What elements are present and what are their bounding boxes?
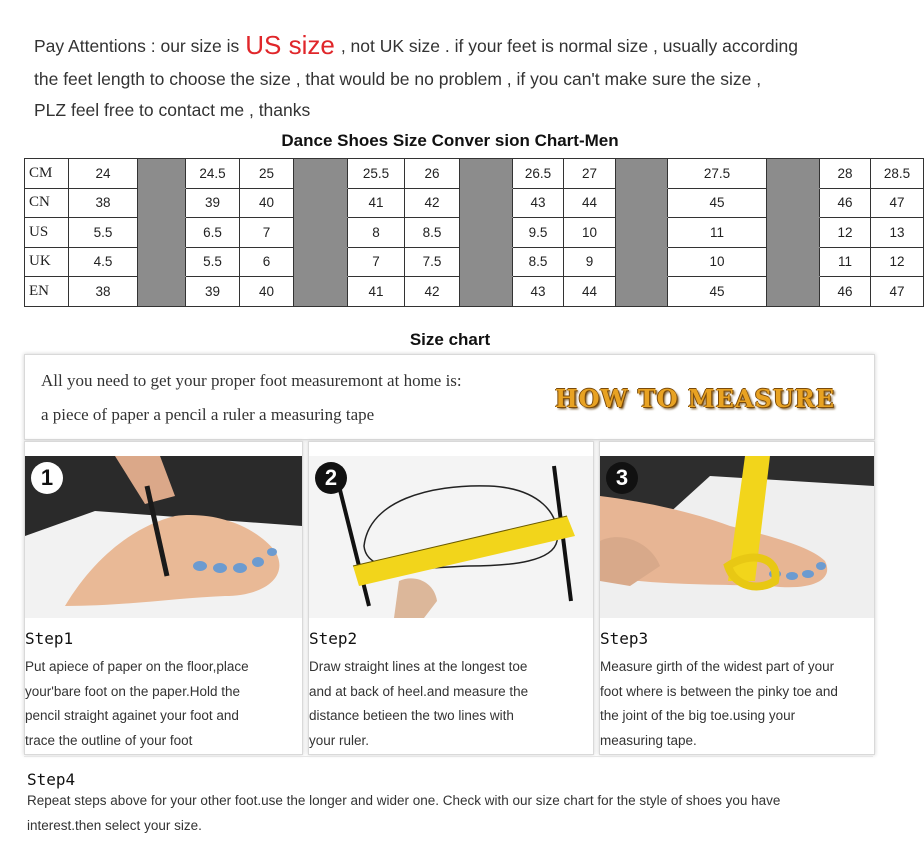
size-cell: 25.5 <box>348 159 405 189</box>
column-spacer <box>138 277 186 307</box>
column-spacer <box>460 159 513 189</box>
step4-text <box>27 789 780 838</box>
step3-badge: 3 <box>615 465 629 490</box>
step3-line-2: foot where is between the pinky toe and <box>600 683 838 699</box>
size-cell: 39 <box>186 188 240 218</box>
step3-panel <box>599 441 875 755</box>
step3-line-3: the joint of the big toe.using your <box>600 708 796 723</box>
step1-text <box>25 655 249 753</box>
column-spacer <box>294 188 348 218</box>
size-cell: 28.5 <box>871 159 924 189</box>
step3-line-1: Measure girth of the widest part of your <box>600 659 835 674</box>
size-cell: 4.5 <box>69 247 138 277</box>
size-cell: 5.5 <box>69 218 138 248</box>
step1-panel <box>24 441 303 755</box>
column-spacer <box>138 218 186 248</box>
step3-illustration <box>600 456 874 618</box>
column-spacer <box>616 277 668 307</box>
size-cell: 27.5 <box>668 159 767 189</box>
size-row-en <box>25 277 924 307</box>
step3-photo <box>600 456 874 618</box>
size-cell: 10 <box>564 218 616 248</box>
size-cell: 8.5 <box>513 247 564 277</box>
size-cell: 40 <box>240 188 294 218</box>
size-cell: 41 <box>348 277 405 307</box>
size-cell: 8.5 <box>405 218 460 248</box>
size-cell: 6 <box>240 247 294 277</box>
step2-panel <box>308 441 594 755</box>
measure-line-1: All you need to get your proper foot measuremont at home is: <box>41 371 462 390</box>
size-cell: 42 <box>405 188 460 218</box>
column-spacer <box>767 188 820 218</box>
column-spacer <box>294 159 348 189</box>
size-cell: 28 <box>820 159 871 189</box>
column-spacer <box>138 247 186 277</box>
size-cell: 46 <box>820 277 871 307</box>
column-spacer <box>616 159 668 189</box>
notice-part-1: Pay Attentions : our size is <box>34 36 240 56</box>
size-cell: 44 <box>564 188 616 218</box>
step1-line-2: your'bare foot on the paper.Hold the <box>25 683 240 699</box>
notice-line-1 <box>34 30 798 60</box>
column-spacer <box>767 277 820 307</box>
step3-text <box>600 655 838 753</box>
column-spacer <box>460 277 513 307</box>
chart-title: Dance Shoes Size Conver sion Chart-Men <box>281 131 619 150</box>
size-cell: 38 <box>69 277 138 307</box>
size-cell: 26.5 <box>513 159 564 189</box>
size-row-label: EN <box>25 277 69 307</box>
size-cell: 46 <box>820 188 871 218</box>
step2-badge: 2 <box>324 465 338 490</box>
notice-part-2: , not UK size . if your feet is normal size , usually according <box>340 36 798 56</box>
column-spacer <box>138 159 186 189</box>
size-row-us <box>25 218 924 248</box>
size-cell: 44 <box>564 277 616 307</box>
size-cell: 27 <box>564 159 616 189</box>
size-cell: 43 <box>513 277 564 307</box>
column-spacer <box>616 247 668 277</box>
step3-title: Step3 <box>600 629 649 648</box>
step1-illustration <box>25 456 302 618</box>
size-cell: 47 <box>871 277 924 307</box>
column-spacer <box>767 247 820 277</box>
size-chart-title: Size chart <box>409 330 491 349</box>
size-cell: 45 <box>668 277 767 307</box>
size-conversion-table <box>24 158 924 307</box>
step2-line-4: your ruler. <box>309 732 370 748</box>
step2-photo <box>309 456 593 618</box>
section-divider <box>24 756 873 757</box>
size-cell: 9 <box>564 247 616 277</box>
size-cell: 26 <box>405 159 460 189</box>
column-spacer <box>616 218 668 248</box>
size-cell: 24.5 <box>186 159 240 189</box>
size-cell: 25 <box>240 159 294 189</box>
step1-line-1: Put apiece of paper on the floor,place <box>25 659 249 674</box>
size-cell: 6.5 <box>186 218 240 248</box>
notice-line-3: PLZ feel free to contact me , thanks <box>34 100 311 120</box>
step1-line-3: pencil straight againet your foot and <box>25 708 239 723</box>
size-cell: 12 <box>820 218 871 248</box>
column-spacer <box>460 218 513 248</box>
column-spacer <box>616 188 668 218</box>
column-spacer <box>767 159 820 189</box>
column-spacer <box>294 277 348 307</box>
step2-line-1: Draw straight lines at the longest toe <box>309 659 528 674</box>
column-spacer <box>294 247 348 277</box>
size-row-label: US <box>25 218 69 248</box>
size-cell: 7.5 <box>405 247 460 277</box>
size-cell: 11 <box>820 247 871 277</box>
measure-intro-box <box>24 354 875 440</box>
size-cell: 45 <box>668 188 767 218</box>
column-spacer <box>460 188 513 218</box>
size-cell: 39 <box>186 277 240 307</box>
size-cell: 42 <box>405 277 460 307</box>
size-cell: 12 <box>871 247 924 277</box>
notice-line-2: the feet length to choose the size , that would be no problem , if you can't make sure the size , <box>34 69 762 89</box>
size-row-uk <box>25 247 924 277</box>
size-row-cn <box>25 188 924 218</box>
step1-title: Step1 <box>25 629 74 648</box>
column-spacer <box>767 218 820 248</box>
step1-photo <box>25 456 302 618</box>
size-row-label: CM <box>25 159 69 189</box>
us-size-highlight: US size <box>245 30 335 60</box>
size-cell: 13 <box>871 218 924 248</box>
size-cell: 40 <box>240 277 294 307</box>
size-cell: 10 <box>668 247 767 277</box>
column-spacer <box>138 188 186 218</box>
measure-line-2: a piece of paper a pencil a ruler a measuring tape <box>41 405 375 424</box>
size-cell: 7 <box>348 247 405 277</box>
step1-line-4: trace the outline of your foot <box>25 732 193 748</box>
step2-title: Step2 <box>309 629 358 648</box>
size-cell: 8 <box>348 218 405 248</box>
column-spacer <box>460 247 513 277</box>
step2-text <box>309 655 528 753</box>
size-cell: 11 <box>668 218 767 248</box>
size-cell: 41 <box>348 188 405 218</box>
step2-line-3: distance betieen the two lines with <box>309 708 514 723</box>
size-row-cm <box>25 159 924 189</box>
size-cell: 47 <box>871 188 924 218</box>
size-cell: 7 <box>240 218 294 248</box>
size-row-label: CN <box>25 188 69 218</box>
size-cell: 38 <box>69 188 138 218</box>
step2-line-2: and at back of heel.and measure the <box>309 683 529 699</box>
size-cell: 24 <box>69 159 138 189</box>
step4-line-2: interest.then select your size. <box>27 817 202 833</box>
size-row-label: UK <box>25 247 69 277</box>
size-cell: 5.5 <box>186 247 240 277</box>
step2-illustration <box>309 456 593 618</box>
size-cell: 9.5 <box>513 218 564 248</box>
step3-line-4: measuring tape. <box>600 732 697 748</box>
size-cell: 43 <box>513 188 564 218</box>
size-table-body <box>25 159 924 307</box>
step4-title: Step4 <box>27 770 76 789</box>
column-spacer <box>294 218 348 248</box>
step1-badge: 1 <box>40 465 54 490</box>
how-to-measure-banner: HOW TO MEASURE <box>555 384 835 413</box>
step4-line-1: Repeat steps above for your other foot.use the longer and wider one. Check with our size chart for the style of shoes you have <box>27 793 781 808</box>
